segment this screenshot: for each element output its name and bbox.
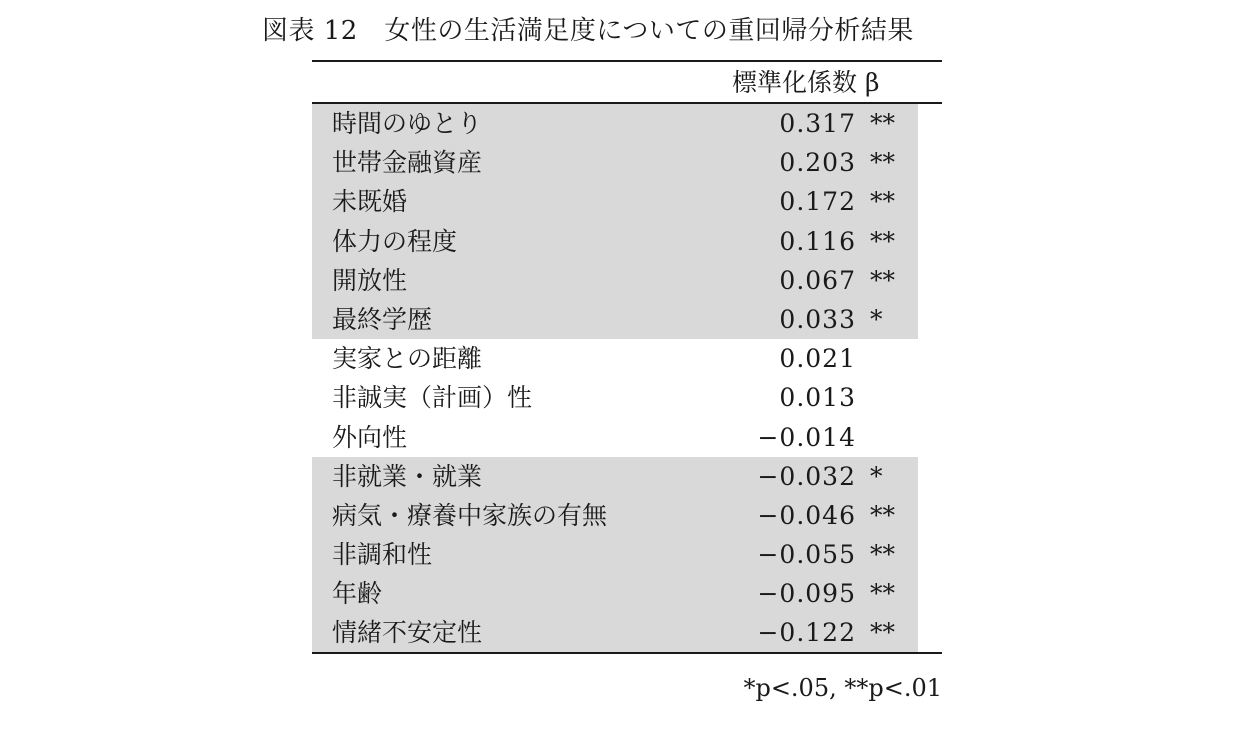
significance-marker: **	[870, 226, 895, 256]
row-label: 病気・療養中家族の有無	[332, 500, 608, 530]
table-row	[312, 418, 942, 457]
significance-marker: **	[870, 265, 895, 295]
table-body	[312, 104, 942, 653]
beta-value: −0.122	[757, 618, 856, 648]
beta-value: 0.021	[779, 344, 856, 374]
significance-footnote: *p<.05, **p<.01	[743, 674, 942, 702]
significance-marker: **	[870, 500, 895, 530]
beta-value: 0.013	[779, 383, 856, 413]
significance-marker: *	[870, 304, 883, 334]
top-rule	[312, 60, 942, 62]
table-row	[312, 261, 942, 300]
table-row	[312, 104, 942, 143]
significance-marker: **	[870, 579, 895, 609]
table-row	[312, 457, 942, 496]
column-header-beta: 標準化係数 β	[732, 68, 880, 97]
beta-value: 0.067	[779, 265, 856, 295]
row-label: 開放性	[332, 265, 408, 295]
beta-value: −0.055	[757, 540, 856, 570]
table-row	[312, 222, 942, 261]
beta-value: 0.203	[779, 148, 856, 178]
table-row	[312, 535, 942, 574]
table-row	[312, 613, 942, 652]
table-row	[312, 378, 942, 417]
row-label: 未既婚	[332, 187, 408, 217]
row-label: 非誠実（計画）性	[332, 383, 533, 413]
significance-marker: *	[870, 461, 883, 491]
significance-marker: **	[870, 618, 895, 648]
table-row	[312, 143, 942, 182]
beta-value: −0.095	[757, 579, 856, 609]
row-label: 実家との距離	[332, 344, 483, 374]
row-label: 年齢	[332, 579, 383, 609]
row-label: 最終学歴	[332, 304, 433, 334]
row-label: 体力の程度	[332, 226, 458, 256]
header-row	[312, 64, 942, 102]
row-label: 情緒不安定性	[332, 618, 483, 648]
row-label: 非調和性	[332, 540, 433, 570]
beta-value: 0.116	[779, 226, 856, 256]
table-row	[312, 574, 942, 613]
row-label: 外向性	[332, 422, 408, 452]
row-label: 時間のゆとり	[332, 109, 483, 138]
beta-value: 0.317	[779, 109, 856, 138]
bottom-rule	[312, 652, 942, 654]
row-label: 世帯金融資産	[332, 148, 483, 178]
beta-value: −0.046	[757, 500, 856, 530]
table-row	[312, 182, 942, 221]
row-label: 非就業・就業	[332, 461, 483, 491]
beta-value: 0.172	[779, 187, 856, 217]
beta-value: −0.014	[757, 422, 856, 452]
significance-marker: **	[870, 148, 895, 178]
table-row	[312, 300, 942, 339]
significance-marker: **	[870, 109, 895, 138]
beta-value: 0.033	[779, 304, 856, 334]
table-row	[312, 339, 942, 378]
significance-marker: **	[870, 540, 895, 570]
table-row	[312, 496, 942, 535]
beta-value: −0.032	[757, 461, 856, 491]
significance-marker: **	[870, 187, 895, 217]
table-title: 図表 12 女性の生活満足度についての重回帰分析結果	[262, 16, 914, 46]
